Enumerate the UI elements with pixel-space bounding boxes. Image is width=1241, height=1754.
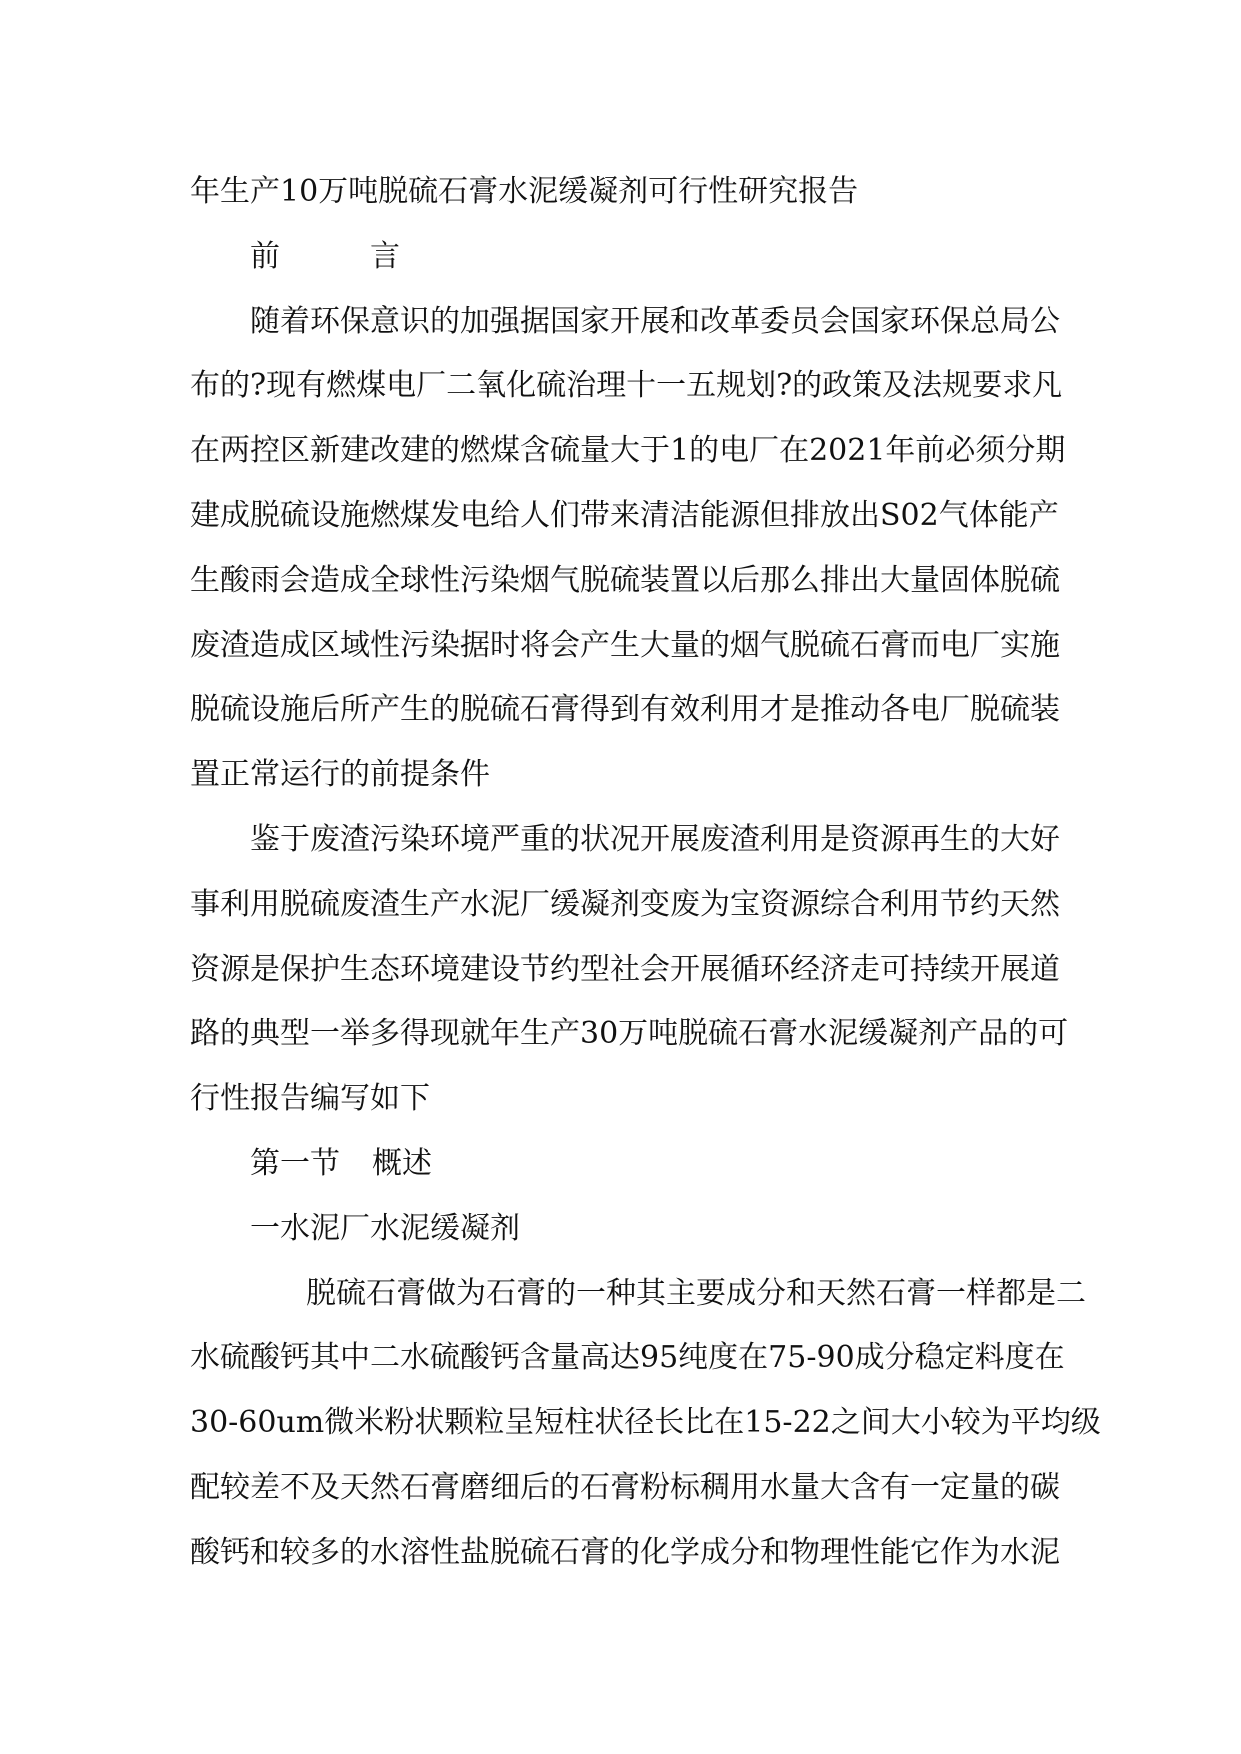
paragraph-2: [190, 808, 1069, 1132]
paragraph-line: 资源是保护生态环境建设节约型社会开展循环经济走可持续开展道: [190, 951, 1060, 987]
preface-heading: [190, 225, 1060, 290]
document-title: 年生产10万吨脱硫石膏水泥缓凝剂可行性研究报告: [190, 174, 859, 209]
paragraph-line: 脱硫设施后所产生的脱硫石膏得到有效利用才是推动各电厂脱硫装: [190, 692, 1060, 728]
section-number: 第一节: [250, 1145, 340, 1181]
paragraph-line: 脱硫石膏做为石膏的一种其主要成分和天然石膏一样都是二: [306, 1275, 1086, 1311]
section-heading: [190, 1132, 1060, 1197]
paragraph-line: 配较差不及天然石膏磨细后的石膏粉标稠用水量大含有一定量的碳: [190, 1469, 1060, 1505]
section-title: 概述: [372, 1145, 432, 1181]
paragraph-line: 水硫酸钙其中二水硫酸钙含量高达95纯度在75-90成分稳定料度在: [190, 1340, 1065, 1376]
paragraph-line: 30-60um微米粉状颗粒呈短柱状径长比在15-22之间大小较为平均级: [190, 1405, 1101, 1441]
preface-heading-char-1: 前: [250, 238, 280, 274]
paragraph-1: [190, 290, 1066, 808]
paragraph-line: 生酸雨会造成全球性污染烟气脱硫装置以后那么排出大量固体脱硫: [190, 562, 1060, 598]
preface-heading-char-2: 言: [370, 238, 400, 274]
paragraph-line: 随着环保意识的加强据国家开展和改革委员会国家环保总局公: [250, 303, 1060, 339]
paragraph-line: 路的典型一举多得现就年生产30万吨脱硫石膏水泥缓凝剂产品的可: [190, 1016, 1069, 1052]
paragraph-line: 行性报告编写如下: [190, 1081, 430, 1117]
paragraph-line: 事利用脱硫废渣生产水泥厂缓凝剂变废为宝资源综合利用节约天然: [190, 886, 1060, 922]
paragraph-line: 在两控区新建改建的燃煤含硫量大于1的电厂在2021年前必须分期: [190, 433, 1066, 469]
paragraph-line: 置正常运行的前提条件: [190, 757, 490, 793]
paragraph-line: 废渣造成区域性污染据时将会产生大量的烟气脱硫石膏而电厂实施: [190, 627, 1060, 663]
paragraph-3: [190, 1262, 1101, 1586]
paragraph-line: 鉴于废渣污染环境严重的状况开展废渣利用是资源再生的大好: [250, 821, 1060, 857]
paragraph-line: 酸钙和较多的水溶性盐脱硫石膏的化学成分和物理性能它作为水泥: [190, 1534, 1060, 1570]
subsection-heading: 一水泥厂水泥缓凝剂: [250, 1210, 520, 1246]
paragraph-line: 建成脱硫设施燃煤发电给人们带来清洁能源但排放出S02气体能产: [190, 497, 1059, 533]
document-body: [190, 160, 1101, 1586]
paragraph-line: 布的?现有燃煤电厂二氧化硫治理十一五规划?的政策及法规要求凡: [190, 368, 1063, 404]
